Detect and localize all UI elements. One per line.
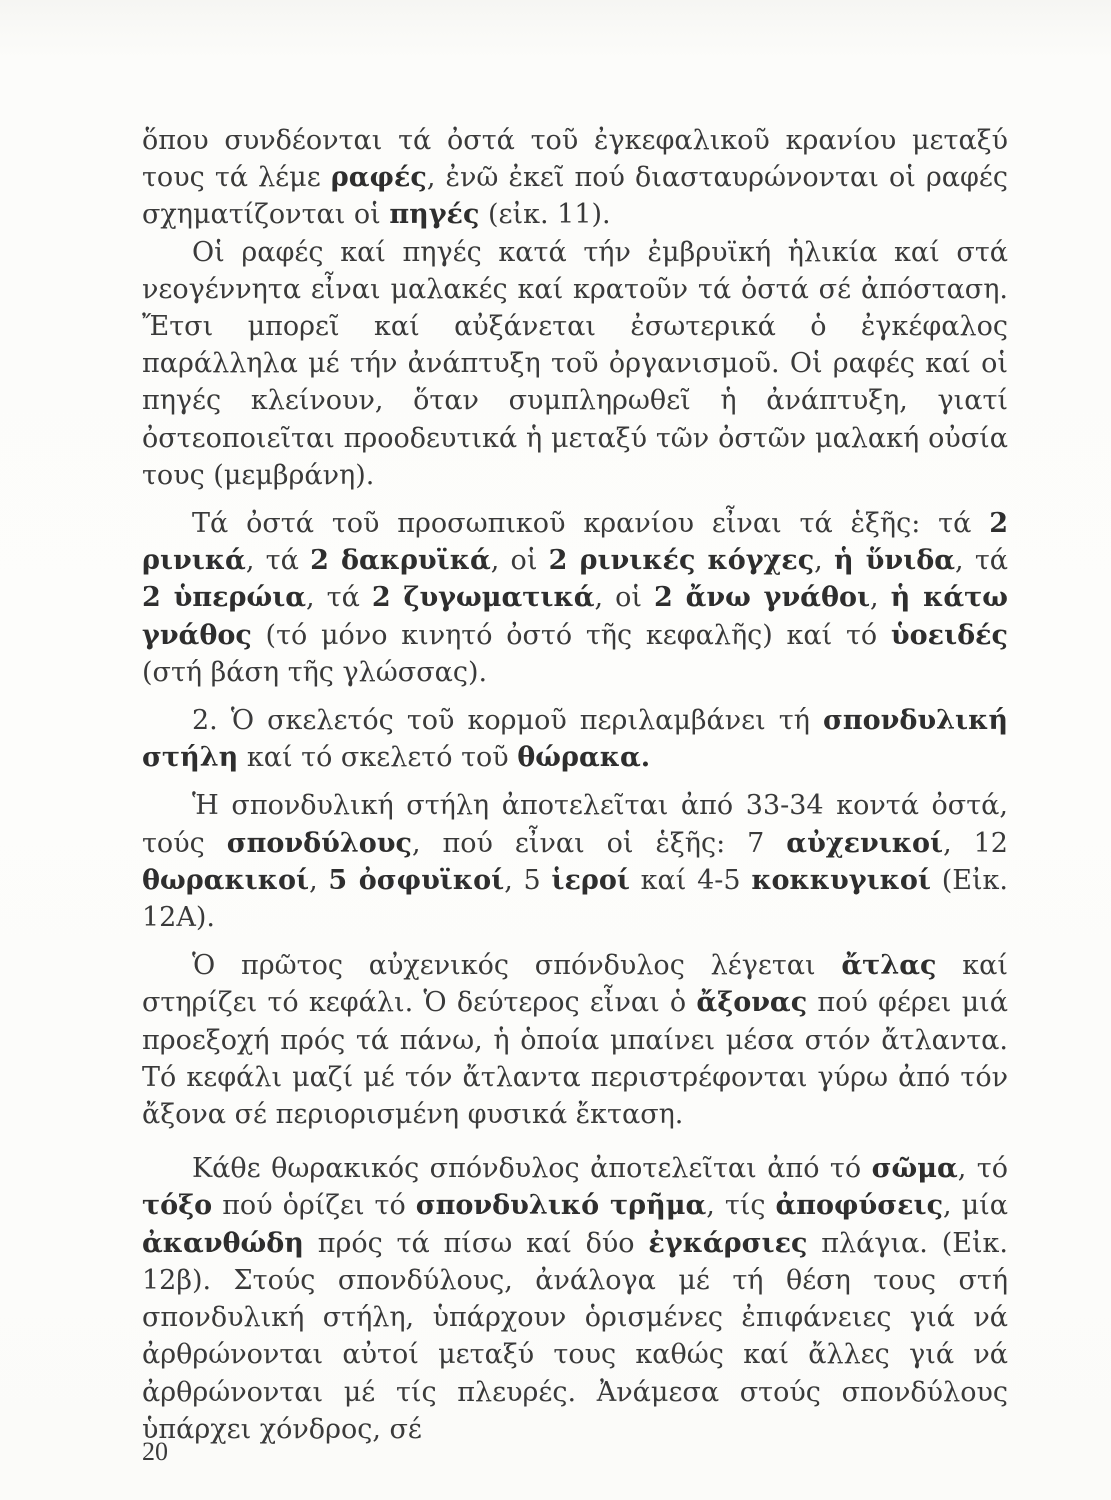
paragraph [142,122,1008,234]
text-run: , τό [957,1153,1008,1185]
text-run: (τό μόνο κινητό ὀστό τῆς κεφαλῆς) καί τό [251,619,891,651]
text-run: Τά ὀστά τοῦ προσωπικοῦ κρανίου εἶναι τά ἑξῆς: τά [192,508,990,540]
bold-term: ραφές [330,162,427,194]
bold-term: 2 δακρυϊκά [310,545,491,577]
text-run: , τά [245,545,311,577]
paragraph [142,787,1008,936]
bold-term: ἱεροί [551,864,630,896]
paragraph [142,1150,1008,1448]
bold-term: ὑοειδές [890,619,1008,651]
text-run: ὅπου συνδέονται τά ὀστά τοῦ ἐγκεφαλικοῦ κρανίου μεταξύ τους τά λέμε [142,125,1008,194]
text-run: καί στηρίζει τό κεφάλι. Ὁ δεύτερος εἶναι ὁ [142,950,1008,1019]
bold-term: ἄξονας [696,987,808,1019]
paragraph [142,234,1008,494]
text-run: (Εἰκ. 12Α). [142,864,1008,934]
paragraph [142,702,1008,776]
text-run: , πού εἶναι οἱ ἑξῆς: 7 [411,827,787,859]
text-run: (εἰκ. 11). [479,199,611,231]
bold-term: κοκκυγικοί [751,864,931,896]
bold-term: 2 ζυγωματικά [371,582,595,614]
paragraph [142,505,1008,691]
text-run: Ἡ σπονδυλική στήλη ἀποτελεῖται ἀπό 33-34 κοντά ὀστά, τούς [142,790,1008,859]
bold-term: 2 ρινικά [142,508,1008,577]
bold-term: σπονδυλική στήλη [142,705,1008,774]
bold-term: σπονδυλικό τρῆμα [415,1190,707,1222]
text-run: , 5 [504,864,552,896]
text-run: , ἐνῶ ἐκεῖ πού διασταυρώνονται οἱ ραφές σχηματίζονται οἱ [142,162,1008,231]
bold-term: ἀκανθώδη [142,1227,304,1259]
text-run: Οἱ ραφές καί πηγές κατά τήν ἐμβρυϊκή ἡλικία καί στά νεογέννητα εἶναι μαλακές καί κρατοῦν τά ὀστά σέ ἀπόσταση. Ἔτσι μπορεῖ καί αὐξάνεται ἐσωτερικά ὁ ἐγκέφαλος παράλληλα μέ τήν ἀνάπτυξη τοῦ ὀργανισμοῦ. Οἱ ραφές καί οἱ πηγές κλείνουν, ὅταν συμπληρωθεῖ ἡ ἀνάπτυξη, γιατί ὀστεοποιεῖται προοδευτικά ἡ μεταξύ τῶν ὀστῶν μαλακή οὐσία τους (μεμβράνη). [142,236,1008,491]
text-run: , τά [955,545,1008,577]
text-run: Ὁ πρῶτος αὐχενικός σπόνδυλος λέγεται [192,950,842,982]
text-run: , οἱ [594,582,654,614]
bold-term: ἡ κάτω γνάθος [142,582,1009,651]
bold-term: σῶμα [871,1153,958,1185]
text-run: πού φέρει μιά προεξοχή πρός τά πάνω, ἡ ὁποία μπαίνει μέσα στόν ἄτλαντα. Τό κεφάλι μαζί μέ τόν ἄτλαντα περιστρέφονται γύρω ἀπό τόν ἄξονα σέ περιορισμένη φυσικά ἔκταση. [142,987,1008,1131]
bold-term: θώρακα. [517,742,651,774]
text-run: Κάθε θωρακικός σπόνδυλος ἀποτελεῖται ἀπό τό [192,1153,872,1185]
text-run: , [309,864,329,896]
bold-term: πηγές [389,199,480,231]
text-run: πρός τά πίσω καί δύο [303,1227,649,1259]
bold-term: 2 ἄνω γνάθοι [653,582,871,614]
bold-term: ἀποφύσεις [775,1190,944,1222]
bold-term: ἐγκάρσιες [648,1227,808,1259]
bold-term: ἡ ὕνιδα [833,545,955,577]
bold-term: θωρακικοί [142,864,310,896]
bold-term: αὐχενικοί [786,827,944,859]
text-run: , τά [306,582,372,614]
text-run: , οἱ [490,545,549,577]
bold-term: σπονδύλους [226,827,412,859]
bold-term: 2 ὑπερώια [142,582,307,614]
bold-term: ἄτλας [841,950,937,982]
bold-term: 5 ὀσφυϊκοί [328,864,505,896]
text-run: πού ὁρίζει τό [212,1190,416,1222]
text-run: , [870,582,891,614]
text-run: , τίς [706,1190,776,1222]
text-run: , 12 [943,827,1008,859]
text-run: 2. Ὁ σκελετός τοῦ κορμοῦ περιλαμβάνει τή [192,705,823,737]
bold-term: 2 ρινικές κόγχες [548,545,815,577]
text-run: , μία [943,1190,1008,1222]
bold-term: τόξο [142,1190,213,1222]
text-run: καί 4-5 [629,864,752,896]
text-run: (στή βάση τῆς γλώσσας). [142,656,488,688]
body-text [142,122,1008,1448]
text-run: πλάγια. (Εἰκ. 12β). Στούς σπονδύλους, ἀνάλογα μέ τή θέση τους στή σπονδυλική στήλη, ὑπάρχουν ὁρισμένες ἐπιφάνειες γιά νά ἀρθρώνονται αὐτοί μεταξύ τους καθώς καί ἄλλες γιά νά ἀρθρώνονται μέ τίς πλευρές. Ἀνάμεσα στούς σπονδύλους ὑπάρχει χόνδρος, σέ [142,1227,1008,1445]
page-number: 20 [142,1437,168,1466]
text-run: καί τό σκελετό τοῦ [238,742,518,774]
text-run: , [814,545,834,577]
paragraph [142,947,1008,1133]
